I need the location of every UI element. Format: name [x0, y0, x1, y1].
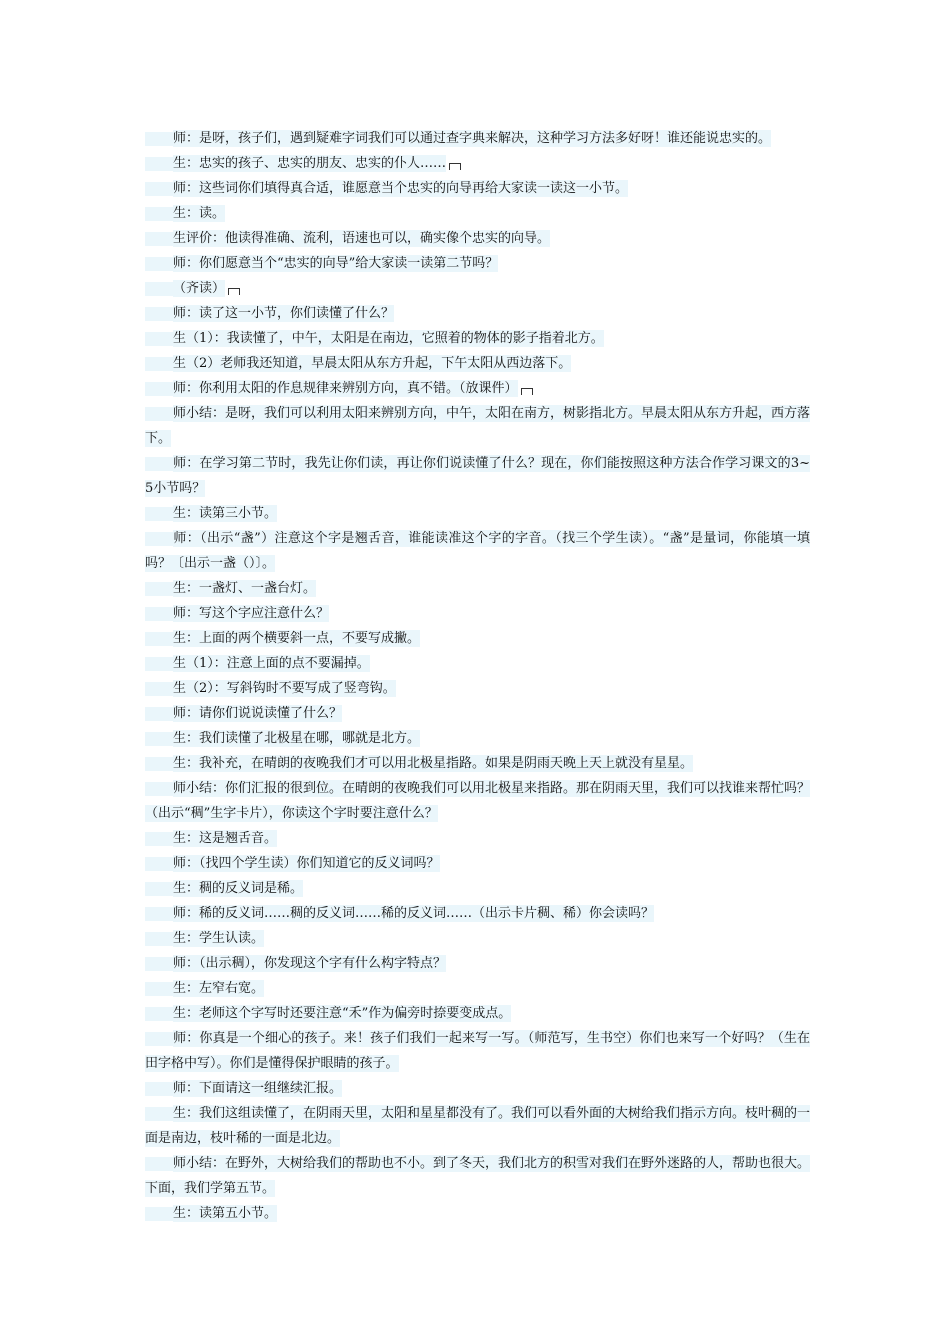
transcript-paragraph — [145, 701, 810, 726]
transcript-paragraph — [145, 576, 810, 601]
paragraph-text: 师：（找四个学生读）你们知道它的反义词吗？ — [173, 856, 440, 871]
paragraph-text: 生（1）：我读懂了，中午，太阳是在南边，它照着的物体的影子指着北方。 — [173, 331, 604, 346]
transcript-paragraph — [145, 1151, 810, 1201]
transcript-paragraph — [145, 276, 810, 301]
transcript-paragraph — [145, 776, 810, 826]
transcript-paragraph — [145, 351, 810, 376]
paragraph-text: 师：你利用太阳的作息规律来辨别方向，真不错。（放课件） — [173, 381, 518, 396]
transcript-paragraph — [145, 326, 810, 351]
transcript-paragraph — [145, 526, 810, 576]
paragraph-text: 生：这是翘舌音。 — [173, 831, 278, 846]
paragraph-text: 师小结：在野外，大树给我们的帮助也不小。到了冬天，我们北方的积雪对我们在野外迷路的人，帮助也很大。下面，我们学第五节。 — [145, 1156, 811, 1196]
transcript-paragraph — [145, 1201, 810, 1226]
edit-mark-icon — [449, 163, 461, 170]
transcript-paragraph — [145, 176, 810, 201]
paragraph-text: 生：稠的反义词是稀。 — [173, 881, 304, 896]
paragraph-text: 师：（出示稠），你发现这个字有什么构字特点？ — [173, 956, 447, 971]
transcript-paragraph — [145, 1026, 810, 1076]
transcript-paragraph — [145, 126, 810, 151]
transcript-paragraph — [145, 251, 810, 276]
transcript-paragraph — [145, 1001, 810, 1026]
paragraph-text: 生：读第三小节。 — [173, 506, 278, 521]
paragraph-text: 生：上面的两个横要斜一点，不要写成撇。 — [173, 631, 421, 646]
paragraph-text: 师：稀的反义词……稠的反义词……稀的反义词……（出示卡片稠、稀）你会读吗？ — [173, 906, 655, 921]
lesson-transcript — [145, 126, 810, 1226]
paragraph-text: （齐读） — [173, 281, 226, 296]
paragraph-text: 师：你真是一个细心的孩子。来！孩子们我们一起来写一写。（师范写，生书空）你们也来写一个好吗？（生在田字格中写）。你们是懂得保护眼睛的孩子。 — [145, 1031, 810, 1071]
edit-mark-icon — [228, 288, 240, 295]
transcript-paragraph — [145, 976, 810, 1001]
paragraph-text: 生：我们读懂了北极星在哪，哪就是北方。 — [173, 731, 421, 746]
paragraph-text: 生：一盏灯、一盏台灯。 — [173, 581, 317, 596]
paragraph-text: 师：这些词你们填得真合适，谁愿意当个忠实的向导再给大家读一读这一小节。 — [173, 181, 629, 196]
transcript-paragraph — [145, 626, 810, 651]
transcript-paragraph — [145, 901, 810, 926]
paragraph-text: 师：（出示“盏”）注意这个字是翘舌音，谁能读准这个字的字音。（找三个学生读）。“盏”是量词，你能填一填吗？〔出示一盏（）〕。 — [145, 531, 810, 571]
paragraph-text: 师小结：你们汇报的很到位。在晴朗的夜晚我们可以用北极星来指路。那在阴雨天里，我们可以找谁来帮忙吗？（出示“稠”生字卡片），你读这个字时要注意什么？ — [145, 781, 811, 821]
transcript-paragraph — [145, 1101, 810, 1151]
paragraph-text: 师：你们愿意当个“忠实的向导”给大家读一读第二节吗？ — [173, 256, 499, 271]
transcript-paragraph — [145, 951, 810, 976]
paragraph-text: 师：下面请这一组继续汇报。 — [173, 1081, 343, 1096]
paragraph-text: 师：在学习第二节时，我先让你们读，再让你们说读懂了什么？现在，你们能按照这种方法合作学习课文的3~5小节吗？ — [145, 456, 810, 496]
paragraph-text: 生：左窄右宽。 — [173, 981, 265, 996]
transcript-paragraph — [145, 876, 810, 901]
transcript-paragraph — [145, 376, 810, 401]
paragraph-text: 生：读。 — [173, 206, 226, 221]
paragraph-text: 师：写这个字应注意什么？ — [173, 606, 330, 621]
transcript-paragraph — [145, 726, 810, 751]
paragraph-text: 生：忠实的孩子、忠实的朋友、忠实的仆人…… — [173, 156, 447, 171]
transcript-paragraph — [145, 676, 810, 701]
edit-mark-icon — [521, 388, 533, 395]
paragraph-text: 生：学生认读。 — [173, 931, 265, 946]
transcript-paragraph — [145, 501, 810, 526]
transcript-paragraph — [145, 751, 810, 776]
transcript-paragraph — [145, 826, 810, 851]
transcript-paragraph — [145, 926, 810, 951]
transcript-paragraph — [145, 151, 810, 176]
paragraph-text: 生：读第五小节。 — [173, 1206, 278, 1221]
paragraph-text: 师：请你们说说读懂了什么？ — [173, 706, 343, 721]
paragraph-text: 生（1）：注意上面的点不要漏掉。 — [173, 656, 370, 671]
paragraph-text: 师小结：是呀，我们可以利用太阳来辨别方向，中午，太阳在南方，树影指北方。早晨太阳从东方升起，西方落下。 — [145, 406, 811, 446]
paragraph-text: 师：是呀，孩子们，遇到疑难字词我们可以通过查字典来解决，这种学习方法多好呀！谁还能说忠实的。 — [173, 131, 772, 146]
paragraph-text: 生：老师这个字写时还要注意“禾”作为偏旁时捺要变成点。 — [173, 1006, 512, 1021]
transcript-paragraph — [145, 301, 810, 326]
transcript-paragraph — [145, 651, 810, 676]
paragraph-text: 生：我补充，在晴朗的夜晚我们才可以用北极星指路。如果是阴雨天晚上天上就没有星星。 — [173, 756, 694, 771]
transcript-paragraph — [145, 201, 810, 226]
paragraph-text: 生（2）老师我还知道，早晨太阳从东方升起，下午太阳从西边落下。 — [173, 356, 572, 371]
transcript-paragraph — [145, 226, 810, 251]
paragraph-text: 生（2）：写斜钩时不要写成了竖弯钩。 — [173, 681, 396, 696]
transcript-paragraph — [145, 401, 810, 451]
paragraph-text: 生：我们这组读懂了，在阴雨天里，太阳和星星都没有了。我们可以看外面的大树给我们指示方向。枝叶稠的一面是南边，枝叶稀的一面是北边。 — [145, 1106, 811, 1146]
paragraph-text: 生评价：他读得准确、流利，语速也可以，确实像个忠实的向导。 — [173, 231, 551, 246]
transcript-paragraph — [145, 1076, 810, 1101]
paragraph-text: 师：读了这一小节，你们读懂了什么？ — [173, 306, 395, 321]
transcript-paragraph — [145, 451, 810, 501]
transcript-paragraph — [145, 601, 810, 626]
transcript-paragraph — [145, 851, 810, 876]
